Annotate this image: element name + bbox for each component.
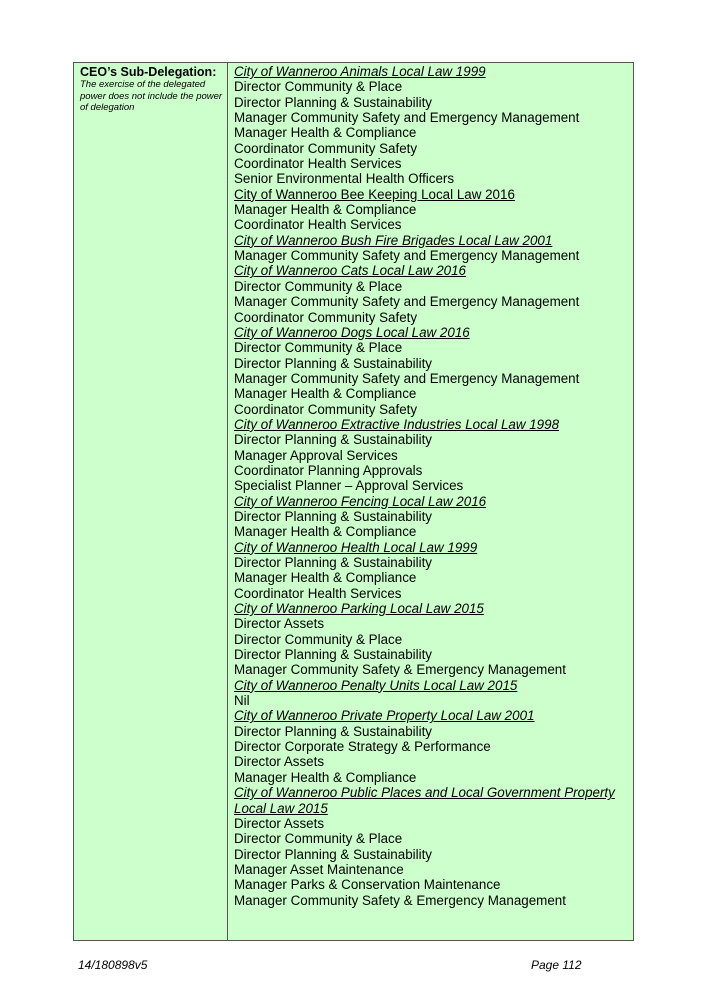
delegate-role: Manager Health & Compliance	[234, 524, 417, 540]
delegate-role: Coordinator Community Safety	[234, 309, 418, 325]
delegate-role: Senior Environmental Health Officers	[234, 171, 455, 187]
delegate-role: Manager Asset Maintenance	[234, 861, 404, 877]
local-law-heading: City of Wanneroo Fencing Local Law 2016	[234, 493, 487, 509]
delegate-role: Manager Community Safety and Emergency Management	[234, 248, 580, 264]
column-divider	[227, 63, 228, 940]
delegate-role: Manager Community Safety and Emergency Management	[234, 370, 580, 386]
delegate-role: Manager Approval Services	[234, 447, 398, 463]
delegate-role: Coordinator Community Safety	[234, 401, 418, 417]
delegate-role: Manager Health & Compliance	[234, 386, 417, 402]
delegate-role: Manager Community Safety and Emergency Management	[234, 110, 580, 126]
delegate-role: Director Community & Place	[234, 631, 403, 647]
delegate-role: Director Community & Place	[234, 79, 403, 95]
delegate-role: Coordinator Health Services	[234, 217, 402, 233]
sub-delegation-heading: CEO’s Sub-Delegation:	[80, 65, 217, 79]
delegate-role: Manager Community Safety & Emergency Management	[234, 662, 566, 678]
delegate-role: Director Community & Place	[234, 831, 403, 847]
delegate-role: Manager Parks & Conservation Maintenance	[234, 877, 501, 893]
delegate-role: Coordinator Health Services	[234, 585, 402, 601]
local-law-heading: City of Wanneroo Bush Fire Brigades Local Law 2001	[234, 232, 553, 248]
local-law-heading: City of Wanneroo Extractive Industries Local Law 1998	[234, 416, 560, 432]
local-law-heading: City of Wanneroo Private Property Local Law 2001	[234, 708, 535, 724]
delegate-role: Nil	[234, 693, 250, 709]
delegate-list	[234, 64, 630, 908]
delegate-role: Director Planning & Sustainability	[234, 432, 432, 448]
delegate-role: Director Community & Place	[234, 340, 403, 356]
delegate-role: Director Assets	[234, 754, 325, 770]
sub-delegation-note: The exercise of the delegated power does not include the power of delegation	[80, 79, 223, 113]
delegate-role: Director Assets	[234, 815, 325, 831]
delegate-role: Director Planning & Sustainability	[234, 355, 432, 371]
local-law-heading: City of Wanneroo Public Places and Local Government Property	[234, 785, 615, 801]
delegate-role: Coordinator Health Services	[234, 156, 402, 172]
delegate-role: Director Planning & Sustainability	[234, 555, 432, 570]
delegate-role: Coordinator Planning Approvals	[234, 462, 423, 478]
delegate-role: Director Assets	[234, 616, 325, 632]
local-law-heading: Local Law 2015	[234, 800, 328, 816]
local-law-heading: City of Wanneroo Parking Local Law 2015	[234, 601, 484, 617]
local-law-heading: City of Wanneroo Bee Keeping Local Law 2016	[234, 186, 515, 202]
local-law-heading: City of Wanneroo Penalty Units Local Law 2015	[234, 677, 518, 693]
delegate-role: Director Planning & Sustainability	[234, 508, 432, 524]
local-law-heading: City of Wanneroo Animals Local Law 1999	[234, 64, 486, 79]
local-law-heading: City of Wanneroo Cats Local Law 2016	[234, 263, 466, 279]
delegate-role: Director Planning & Sustainability	[234, 846, 432, 862]
left-cell	[80, 65, 226, 114]
delegate-role: Coordinator Community Safety	[234, 140, 418, 156]
delegate-role: Manager Health & Compliance	[234, 125, 417, 141]
delegate-role: Director Planning & Sustainability	[234, 647, 432, 663]
local-law-heading: City of Wanneroo Health Local Law 1999	[234, 539, 478, 555]
local-law-heading: City of Wanneroo Dogs Local Law 2016	[234, 324, 470, 340]
delegate-role: Manager Health & Compliance	[234, 570, 417, 586]
delegate-role: Director Community & Place	[234, 278, 403, 294]
delegation-table	[73, 62, 634, 941]
delegate-role: Director Corporate Strategy & Performance	[234, 739, 491, 755]
document-reference: 14/180898v5	[78, 958, 148, 972]
delegate-role: Manager Community Safety and Emergency Management	[234, 294, 580, 310]
delegate-role: Director Planning & Sustainability	[234, 94, 432, 110]
delegate-role: Manager Community Safety & Emergency Management	[234, 892, 566, 908]
page-number: Page 112	[531, 958, 582, 972]
delegate-role: Manager Health & Compliance	[234, 202, 417, 218]
delegate-role: Specialist Planner – Approval Services	[234, 478, 464, 494]
delegate-role: Director Planning & Sustainability	[234, 723, 432, 739]
delegate-role: Manager Health & Compliance	[234, 769, 417, 785]
